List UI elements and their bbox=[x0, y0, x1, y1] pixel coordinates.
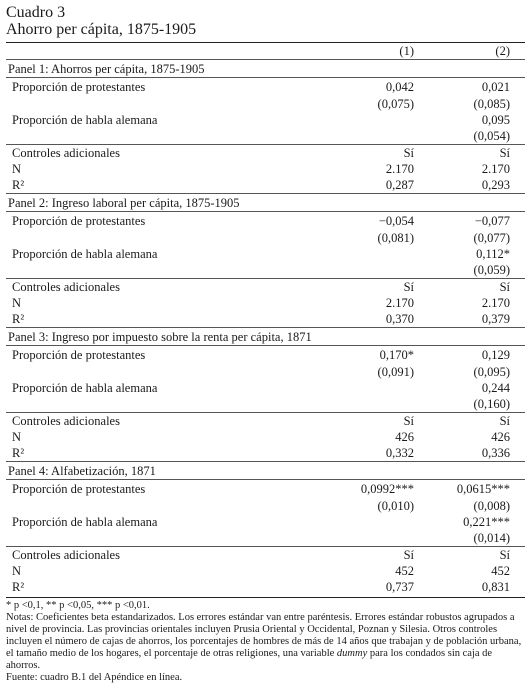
se-row-protestant bbox=[6, 96, 525, 112]
se-cell: (0,054) bbox=[473, 129, 510, 143]
controls-row bbox=[6, 413, 525, 430]
value-cell: Sí bbox=[426, 547, 525, 564]
value-cell: 426 bbox=[491, 430, 510, 444]
coef-cell: 0,0992*** bbox=[323, 480, 426, 499]
document-page bbox=[6, 4, 525, 684]
row-label: Controles adicionales bbox=[6, 279, 323, 296]
se-cell: (0,014) bbox=[473, 531, 510, 545]
value-cell: 0,287 bbox=[385, 178, 414, 192]
se-cell: (0,160) bbox=[473, 397, 510, 411]
coef-cell bbox=[323, 514, 426, 530]
se-row-protestant bbox=[6, 364, 525, 380]
panel-title: Panel 4: Alfabetización, 1871 bbox=[6, 462, 525, 480]
value-cell: 0,293 bbox=[481, 178, 510, 192]
se-cell bbox=[323, 128, 426, 145]
n-row bbox=[6, 429, 525, 445]
n-row bbox=[6, 295, 525, 311]
se-row-protestant bbox=[6, 230, 525, 246]
coef-cell: 0,221*** bbox=[463, 515, 510, 529]
value-cell: 2.170 bbox=[481, 162, 510, 176]
row-label-empty bbox=[6, 262, 323, 279]
value-cell: 452 bbox=[395, 564, 414, 578]
row-label-empty bbox=[6, 96, 323, 112]
row-label: N bbox=[12, 564, 22, 578]
row-label-empty bbox=[6, 128, 323, 145]
value-cell: 0,336 bbox=[481, 446, 510, 460]
table-title: Ahorro per cápita, 1875-1905 bbox=[6, 21, 197, 38]
row-label-empty bbox=[6, 230, 323, 246]
row-label: Controles adicionales bbox=[6, 547, 323, 564]
panel-title: Panel 2: Ingreso laboral per cápita, 1875-1905 bbox=[6, 194, 525, 212]
row-label: Controles adicionales bbox=[6, 413, 323, 430]
row-label: Proporción de protestantes bbox=[6, 78, 323, 97]
se-cell: (0,081) bbox=[377, 231, 414, 245]
value-cell: 452 bbox=[491, 564, 510, 578]
coef-cell: 0,170* bbox=[323, 346, 426, 365]
row-label: Proporción de habla alemana bbox=[12, 381, 158, 395]
row-label: R² bbox=[12, 446, 25, 460]
row-label: N bbox=[12, 162, 22, 176]
row-label: Controles adicionales bbox=[6, 145, 323, 162]
row-label-empty bbox=[6, 498, 323, 514]
table-number: Cuadro 3 bbox=[6, 4, 66, 21]
se-cell: (0,085) bbox=[473, 97, 510, 111]
se-cell: (0,091) bbox=[377, 365, 414, 379]
notes-text-a: Notas: Coeficientes beta estandarizados. Los errores estándar van entre paréntesis. Errores estándar robustos agrupados a nivel de provincia. Las provincias orientales incluyen Prusia Oriental y Occidental, Poznan y Silesia. Otros controles incluyen el número de cajas de ahorros, los porcentajes de hombres de más de 14 años que trabajan y de población urbana, el tamaño medio de los hogares, el porcentaje de otras religiones, una variable bbox=[6, 612, 522, 659]
panel-title-row bbox=[6, 328, 525, 346]
controls-row bbox=[6, 547, 525, 564]
se-cell: (0,010) bbox=[377, 499, 414, 513]
controls-row bbox=[6, 145, 525, 162]
coef-cell: −0,077 bbox=[426, 212, 525, 231]
se-row-german bbox=[6, 128, 525, 145]
row-label: N bbox=[12, 296, 22, 310]
row-label-empty bbox=[6, 364, 323, 380]
se-cell: (0,077) bbox=[473, 231, 510, 245]
coef-row-german bbox=[6, 514, 525, 530]
se-row-protestant bbox=[6, 498, 525, 514]
se-row-german bbox=[6, 262, 525, 279]
coef-cell: −0,054 bbox=[323, 212, 426, 231]
row-label-empty bbox=[6, 396, 323, 413]
row-label: Proporción de habla alemana bbox=[12, 515, 158, 529]
controls-row bbox=[6, 279, 525, 296]
r2-row bbox=[6, 311, 525, 328]
value-cell: Sí bbox=[426, 413, 525, 430]
significance-note: * p <0,1, ** p <0,05, *** p <0,01. bbox=[6, 600, 150, 611]
coef-cell: 0,095 bbox=[481, 113, 510, 127]
coef-cell: 0,112* bbox=[476, 247, 510, 261]
coef-cell: 0,244 bbox=[481, 381, 510, 395]
coef-cell: 0,021 bbox=[426, 78, 525, 97]
n-row bbox=[6, 161, 525, 177]
header-label-cell bbox=[6, 43, 323, 60]
row-label: N bbox=[12, 430, 22, 444]
se-cell: (0,075) bbox=[377, 97, 414, 111]
value-cell: 0,737 bbox=[385, 580, 414, 594]
value-cell: Sí bbox=[426, 145, 525, 162]
panel-title: Panel 1: Ahorros per cápita, 1875-1905 bbox=[6, 60, 525, 78]
se-row-german bbox=[6, 530, 525, 547]
column-header-1: (1) bbox=[323, 43, 426, 60]
coef-cell bbox=[323, 246, 426, 262]
value-cell: Sí bbox=[323, 279, 426, 296]
coef-row-protestant bbox=[6, 346, 525, 365]
row-label: Proporción de protestantes bbox=[6, 480, 323, 499]
coef-row-protestant bbox=[6, 212, 525, 231]
coef-cell bbox=[323, 112, 426, 128]
row-label: R² bbox=[12, 312, 25, 326]
row-label: Proporción de habla alemana bbox=[12, 113, 158, 127]
r2-row bbox=[6, 445, 525, 462]
panel-title-row bbox=[6, 60, 525, 78]
row-label-empty bbox=[6, 530, 323, 547]
se-cell bbox=[323, 396, 426, 413]
r2-row bbox=[6, 579, 525, 595]
se-cell: (0,059) bbox=[473, 263, 510, 277]
coef-row-protestant bbox=[6, 480, 525, 499]
coef-cell: 0,042 bbox=[323, 78, 426, 97]
source-note: Fuente: cuadro B.1 del Apéndice en línea. bbox=[6, 672, 183, 683]
value-cell: 426 bbox=[395, 430, 414, 444]
panel-title: Panel 3: Ingreso por impuesto sobre la renta per cápita, 1871 bbox=[6, 328, 525, 346]
row-label: R² bbox=[12, 178, 25, 192]
row-label: Proporción de habla alemana bbox=[12, 247, 158, 261]
row-label: Proporción de protestantes bbox=[6, 346, 323, 365]
notes-text-emphasis: dummy bbox=[336, 648, 368, 659]
r2-row bbox=[6, 177, 525, 194]
table-footer bbox=[6, 597, 525, 684]
column-header-row bbox=[6, 43, 525, 60]
value-cell: 0,370 bbox=[385, 312, 414, 326]
coef-row-protestant bbox=[6, 78, 525, 97]
se-cell: (0,095) bbox=[473, 365, 510, 379]
coef-row-german bbox=[6, 246, 525, 262]
row-label: R² bbox=[12, 580, 25, 594]
value-cell: 2.170 bbox=[481, 296, 510, 310]
se-cell: (0,008) bbox=[473, 499, 510, 513]
value-cell: Sí bbox=[323, 145, 426, 162]
coef-cell bbox=[323, 380, 426, 396]
coef-cell: 0,0615*** bbox=[426, 480, 525, 499]
se-row-german bbox=[6, 396, 525, 413]
value-cell: 0,831 bbox=[481, 580, 510, 594]
se-cell bbox=[323, 530, 426, 547]
coef-row-german bbox=[6, 380, 525, 396]
panel-title-row bbox=[6, 462, 525, 480]
value-cell: Sí bbox=[426, 279, 525, 296]
regression-table bbox=[6, 42, 525, 595]
coef-cell: 0,129 bbox=[426, 346, 525, 365]
se-cell bbox=[323, 262, 426, 279]
value-cell: 0,332 bbox=[385, 446, 414, 460]
column-header-2: (2) bbox=[426, 43, 525, 60]
value-cell: 2.170 bbox=[385, 296, 414, 310]
value-cell: Sí bbox=[323, 413, 426, 430]
value-cell: 0,379 bbox=[481, 312, 510, 326]
value-cell: Sí bbox=[323, 547, 426, 564]
notes-text-b: para los condados sin caja de ahorros. bbox=[6, 648, 493, 671]
panel-title-row bbox=[6, 194, 525, 212]
coef-row-german bbox=[6, 112, 525, 128]
n-row bbox=[6, 563, 525, 579]
notes-text bbox=[6, 612, 525, 672]
row-label: Proporción de protestantes bbox=[6, 212, 323, 231]
value-cell: 2.170 bbox=[385, 162, 414, 176]
